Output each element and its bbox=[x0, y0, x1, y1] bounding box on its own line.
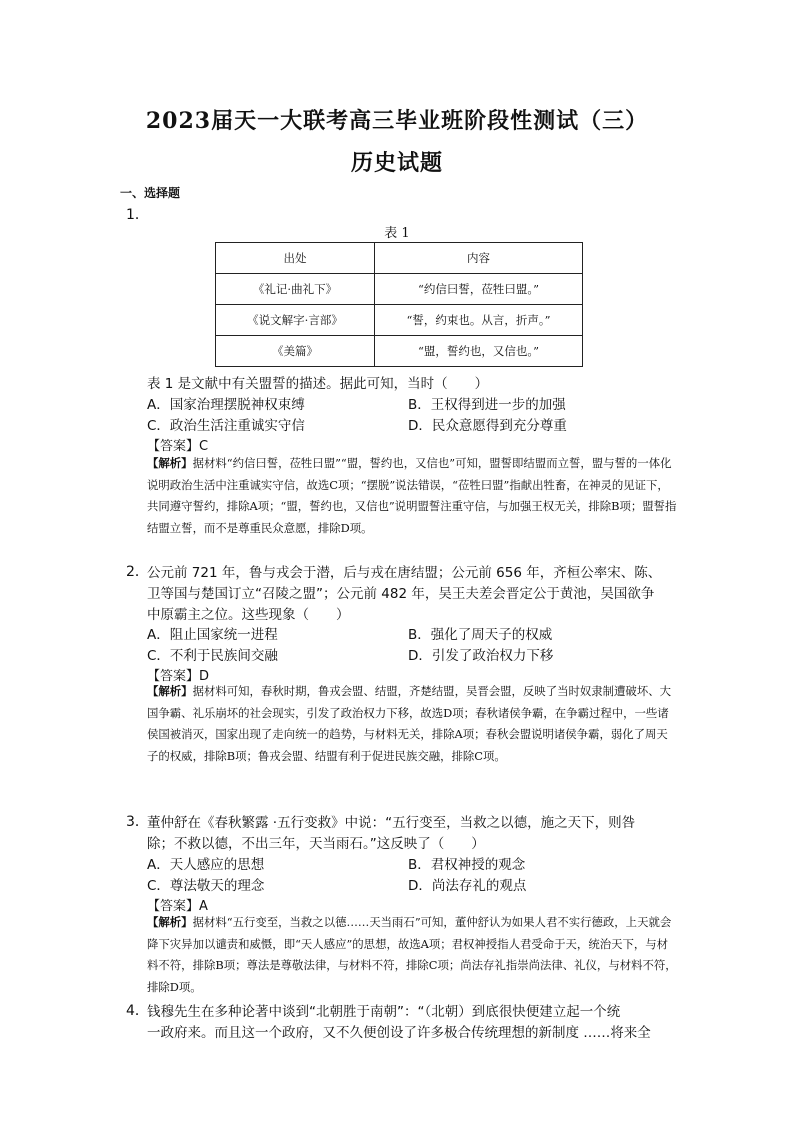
q1-option-d: D．民众意愿得到充分尊重 bbox=[408, 418, 567, 434]
q2-option-d: D．引发了政治权力下移 bbox=[408, 648, 554, 664]
question-4-stem-line: 钱穆先生在多种论著中谈到“北朝胜于南朝”：“（北朝）到底很快便建立起一个统 bbox=[147, 1004, 621, 1020]
q3-option-d: D．尚法存礼的观点 bbox=[408, 878, 527, 894]
question-4-number: 4． bbox=[126, 1003, 149, 1019]
exam-subtitle: 历史试题 bbox=[350, 150, 443, 176]
q3-answer: 【答案】A bbox=[147, 899, 208, 914]
question-1-stem: 表 1 是文献中有关盟誓的描述。据此可知，当时（ ） bbox=[147, 376, 489, 392]
table-cell-content: “约信曰誓，莅牲曰盟。” bbox=[375, 274, 583, 305]
question-4-stem-line: 一政府来。而且这一个政府，又不久便创设了许多极合传统理想的新制度 ……将来全 bbox=[147, 1025, 651, 1041]
q3-explanation bbox=[147, 912, 677, 998]
table-header-content: 内容 bbox=[375, 243, 583, 274]
table-cell-source: 《美篇》 bbox=[216, 336, 375, 367]
q3-option-b: B．君权神授的观念 bbox=[408, 857, 526, 873]
q3-explanation-label: 【解析】 bbox=[147, 915, 193, 929]
section-label: 一、选择题 bbox=[120, 186, 181, 200]
q2-option-a: A．阻止国家统一进程 bbox=[147, 627, 278, 643]
q3-option-a: A．天人感应的思想 bbox=[147, 857, 265, 873]
source-table bbox=[215, 242, 583, 367]
q2-explanation-text: 据材料可知，春秋时期，鲁戎会盟、结盟，齐楚结盟，吴晋会盟，反映了当时奴隶制遭破坏、大国争霸、礼乐崩坏的社会现实，引发了政治权力下移，故选D项；春秋诸侯争霸，在争霸过程中，一些诸侯国被消灭，国家出现了走向统一的趋势，与材料无关，排除A项；春秋会盟说明诸侯争霸，弱化了周天子的权威，排除B项；鲁戎会盟、结盟有利于促进民族交融，排除C项。 bbox=[147, 684, 671, 763]
q1-explanation bbox=[147, 453, 677, 539]
q1-explanation-text: 据材料“约信曰誓，莅牲曰盟”“盟，誓约也，又信也”可知，盟誓即结盟而立誓，盟与誓的一体化说明政治生活中注重诚实守信，故选C项；“摆脱”说法错误，“莅牲曰盟”指献出牲畜，在神灵的见证下，共同遵守誓约，排除A项；“盟，誓约也，又信也”说明盟誓注重守信，与加强王权无关，排除B项；盟誓指结盟立誓，而不是尊重民众意愿，排除D项。 bbox=[147, 456, 677, 535]
table-row bbox=[216, 305, 583, 336]
q3-explanation-text: 据材料“五行变至，当救之以德……天当雨石”可知，董仲舒认为如果人君不实行德政，上天就会降下灾异加以谴责和威慑，即“天人感应”的思想，故选A项；君权神授指人君受命于天，统治天下，与材料不符，排除B项；尊法是尊敬法律，与材料不符，排除C项；尚法存礼指崇尚法律、礼仪，与材料不符，排除D项。 bbox=[147, 915, 677, 994]
q1-option-c: C．政治生活注重诚实守信 bbox=[147, 418, 305, 434]
q3-option-c: C．尊法敬天的理念 bbox=[147, 878, 265, 894]
question-3-stem-line: 董仲舒在《春秋繁露 ·五行变救》中说：“五行变至，当救之以德，施之天下，则咎 bbox=[147, 815, 636, 831]
q2-answer: 【答案】D bbox=[147, 669, 210, 684]
q1-answer: 【答案】C bbox=[147, 439, 209, 454]
question-3-number: 3． bbox=[126, 814, 149, 830]
table-header-row bbox=[216, 243, 583, 274]
table-cell-content: “盟，誓约也，又信也。” bbox=[375, 336, 583, 367]
q1-option-b: B．王权得到进一步的加强 bbox=[408, 397, 566, 413]
q2-explanation bbox=[147, 681, 677, 767]
q1-option-a: A．国家治理摆脱神权束缚 bbox=[147, 397, 305, 413]
table-cell-content: “誓，约束也。从言，折声。” bbox=[375, 305, 583, 336]
q2-option-b: B．强化了周天子的权威 bbox=[408, 627, 553, 643]
q2-option-c: C．不利于民族间交融 bbox=[147, 648, 278, 664]
table-header-source: 出处 bbox=[216, 243, 375, 274]
question-2-stem-line: 卫等国与楚国订立“召陵之盟”；公元前 482 年，吴王夫差会晋定公于黄池，吴国欲争 bbox=[147, 586, 655, 602]
q2-explanation-label: 【解析】 bbox=[147, 684, 193, 698]
question-3-stem-line: 除；不救以德，不出三年，天当雨石。”这反映了（ ） bbox=[147, 836, 485, 852]
question-2-number: 2． bbox=[126, 564, 149, 580]
exam-title: 2023届天一大联考高三毕业班阶段性测试（三） bbox=[145, 108, 649, 134]
q1-explanation-label: 【解析】 bbox=[147, 456, 193, 470]
table-caption: 表 1 bbox=[384, 226, 410, 241]
question-2-stem-line: 公元前 721 年，鲁与戎会于潜，后与戎在唐结盟；公元前 656 年，齐桓公率宋、陈、 bbox=[147, 565, 662, 581]
question-1-number: 1． bbox=[126, 207, 149, 223]
table-cell-source: 《礼记·曲礼下》 bbox=[216, 274, 375, 305]
table-row bbox=[216, 336, 583, 367]
table-cell-source: 《说文解字·言部》 bbox=[216, 305, 375, 336]
table-row bbox=[216, 274, 583, 305]
question-2-stem-line: 中原霸主之位。这些现象（ ） bbox=[147, 607, 350, 623]
